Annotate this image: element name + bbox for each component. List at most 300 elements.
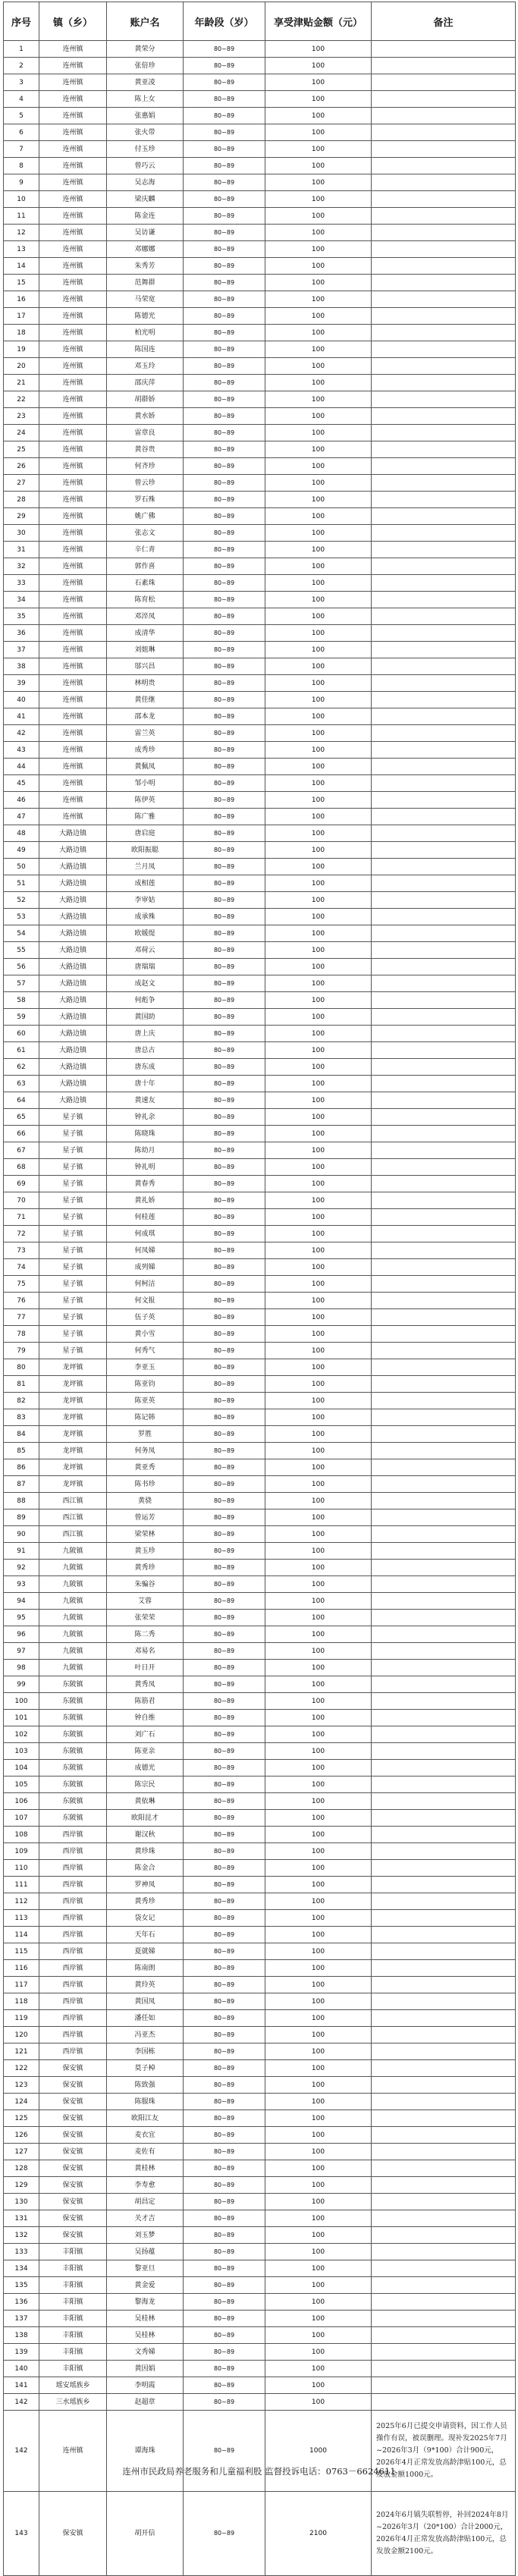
cell-remarks <box>372 1543 516 1560</box>
cell-amount: 100 <box>265 241 372 258</box>
cell-age-range: 80~89 <box>184 1693 265 1710</box>
cell-town: 连州镇 <box>39 308 107 325</box>
cell-amount: 100 <box>265 725 372 742</box>
table-row <box>4 225 516 241</box>
cell-amount: 100 <box>265 208 372 225</box>
cell-remarks <box>372 1977 516 1993</box>
cell-remarks <box>372 1126 516 1142</box>
cell-age-range: 80~89 <box>184 1843 265 1860</box>
cell-amount: 100 <box>265 658 372 675</box>
cell-account-name: 天年石 <box>107 1927 184 1943</box>
cell-remarks <box>372 425 516 441</box>
cell-age-range: 80~89 <box>184 1776 265 1793</box>
cell-serial: 46 <box>4 792 39 809</box>
table-row <box>4 658 516 675</box>
table-row <box>4 2160 516 2177</box>
table-row <box>4 925 516 942</box>
cell-town: 西岸镇 <box>39 1827 107 1843</box>
cell-age-range: 80~89 <box>184 492 265 508</box>
cell-serial: 132 <box>4 2227 39 2244</box>
table-row <box>4 1293 516 1309</box>
cell-serial: 49 <box>4 842 39 859</box>
cell-remarks <box>372 2361 516 2377</box>
cell-age-range: 80~89 <box>184 2294 265 2311</box>
cell-amount: 100 <box>265 2311 372 2327</box>
cell-town: 大路边镇 <box>39 1009 107 1026</box>
cell-town: 连州镇 <box>39 2411 107 2492</box>
cell-serial: 119 <box>4 2010 39 2027</box>
cell-account-name: 黄亚秀 <box>107 1459 184 1476</box>
cell-town: 连州镇 <box>39 258 107 275</box>
cell-serial: 87 <box>4 1476 39 1493</box>
cell-account-name: 郭作喜 <box>107 558 184 575</box>
cell-remarks <box>372 1326 516 1343</box>
table-row <box>4 141 516 158</box>
table-row <box>4 1560 516 1576</box>
cell-serial: 36 <box>4 625 39 642</box>
cell-town: 保安镇 <box>39 2077 107 2094</box>
cell-serial: 91 <box>4 1543 39 1560</box>
cell-town: 连州镇 <box>39 759 107 775</box>
cell-remarks <box>372 1776 516 1793</box>
cell-age-range: 80~89 <box>184 1910 265 1927</box>
table-row <box>4 508 516 525</box>
cell-amount: 100 <box>265 1760 372 1776</box>
cell-town: 东陂镇 <box>39 1693 107 1710</box>
table-body <box>4 41 516 2576</box>
cell-age-range: 80~89 <box>184 2194 265 2210</box>
cell-town: 连州镇 <box>39 625 107 642</box>
cell-serial: 21 <box>4 375 39 391</box>
table-row <box>4 275 516 291</box>
cell-serial: 111 <box>4 1877 39 1893</box>
cell-amount: 100 <box>265 1910 372 1927</box>
cell-amount: 100 <box>265 1726 372 1743</box>
cell-town: 龙坪镇 <box>39 1459 107 1476</box>
cell-remarks <box>372 1293 516 1309</box>
cell-serial: 16 <box>4 291 39 308</box>
cell-age-range: 80~89 <box>184 809 265 825</box>
cell-account-name: 陈伊英 <box>107 792 184 809</box>
cell-account-name: 陈亚英 <box>107 1393 184 1409</box>
cell-town: 连州镇 <box>39 141 107 158</box>
cell-age-range: 80~89 <box>184 1209 265 1226</box>
cell-account-name: 唐启庭 <box>107 825 184 842</box>
cell-remarks <box>372 1176 516 1192</box>
cell-town: 西岸镇 <box>39 1993 107 2010</box>
cell-age-range: 80~89 <box>184 608 265 625</box>
cell-town: 连州镇 <box>39 375 107 391</box>
cell-town: 东陂镇 <box>39 1810 107 1827</box>
cell-account-name: 何凤娣 <box>107 1242 184 1259</box>
table-row <box>4 325 516 341</box>
cell-serial: 11 <box>4 208 39 225</box>
cell-remarks <box>372 1159 516 1176</box>
cell-amount: 100 <box>265 2060 372 2077</box>
cell-town: 连州镇 <box>39 725 107 742</box>
cell-remarks <box>372 375 516 391</box>
cell-serial: 52 <box>4 892 39 909</box>
cell-serial: 94 <box>4 1593 39 1610</box>
cell-remarks <box>372 124 516 141</box>
cell-account-name: 赵超章 <box>107 2394 184 2411</box>
cell-account-name: 张志文 <box>107 525 184 542</box>
cell-remarks <box>372 1142 516 1159</box>
cell-town: 星子镇 <box>39 1259 107 1276</box>
cell-remarks <box>372 2311 516 2327</box>
table-row <box>4 959 516 975</box>
cell-remarks <box>372 1042 516 1059</box>
cell-town: 连州镇 <box>39 408 107 425</box>
cell-age-range: 80~89 <box>184 1993 265 2010</box>
cell-serial: 130 <box>4 2194 39 2210</box>
cell-account-name: 钟礼余 <box>107 1109 184 1126</box>
table-row <box>4 375 516 391</box>
cell-remarks <box>372 2244 516 2260</box>
cell-age-range: 80~89 <box>184 1326 265 1343</box>
table-row <box>4 108 516 124</box>
cell-age-range: 80~89 <box>184 1459 265 1476</box>
cell-town: 龙坪镇 <box>39 1376 107 1393</box>
cell-account-name: 刘姐琳 <box>107 642 184 658</box>
cell-amount: 100 <box>265 909 372 925</box>
cell-age-range: 80~89 <box>184 241 265 258</box>
cell-remarks <box>372 558 516 575</box>
cell-account-name: 罗胜 <box>107 1426 184 1443</box>
cell-serial: 72 <box>4 1226 39 1242</box>
cell-amount: 100 <box>265 2010 372 2027</box>
cell-account-name: 钟自维 <box>107 1710 184 1726</box>
cell-amount: 100 <box>265 558 372 575</box>
cell-town: 西岸镇 <box>39 1860 107 1877</box>
cell-remarks <box>372 2060 516 2077</box>
cell-town: 大路边镇 <box>39 859 107 875</box>
cell-account-name: 胡昌定 <box>107 2194 184 2210</box>
cell-account-name: 黄国凤 <box>107 1993 184 2010</box>
cell-town: 西岸镇 <box>39 2027 107 2044</box>
table-row <box>4 1326 516 1343</box>
cell-town: 西岸镇 <box>39 2010 107 2027</box>
cell-serial: 95 <box>4 1610 39 1626</box>
cell-serial: 45 <box>4 775 39 792</box>
table-row <box>4 2492 516 2576</box>
cell-account-name: 成赵文 <box>107 975 184 992</box>
cell-amount: 100 <box>265 975 372 992</box>
cell-amount: 100 <box>265 391 372 408</box>
cell-serial: 38 <box>4 658 39 675</box>
cell-remarks <box>372 508 516 525</box>
cell-account-name: 陈亚钧 <box>107 1376 184 1393</box>
cell-amount: 100 <box>265 2377 372 2394</box>
cell-account-name: 陈南朗 <box>107 1960 184 1977</box>
table-row <box>4 1459 516 1476</box>
cell-account-name: 吴桂林 <box>107 2311 184 2327</box>
cell-age-range: 80~89 <box>184 174 265 191</box>
cell-age-range: 80~89 <box>184 74 265 91</box>
cell-account-name: 关才吉 <box>107 2210 184 2227</box>
cell-amount: 100 <box>265 708 372 725</box>
cell-serial: 77 <box>4 1309 39 1326</box>
cell-remarks <box>372 2210 516 2227</box>
table-row <box>4 1927 516 1943</box>
cell-account-name: 黄春秀 <box>107 1176 184 1192</box>
cell-remarks <box>372 1276 516 1293</box>
cell-serial: 65 <box>4 1109 39 1126</box>
cell-remarks <box>372 2144 516 2160</box>
cell-serial: 124 <box>4 2094 39 2110</box>
cell-serial: 20 <box>4 358 39 375</box>
cell-remarks: 2025年6月已提交申请资料，因工作人员操作有误，被误删理。现补发2025年7月~2026年3月（9*100）合计900元，2026年4月正常发放高龄津贴100元，总发放金额1000元。 <box>372 2411 516 2492</box>
cell-serial: 125 <box>4 2110 39 2127</box>
cell-serial: 68 <box>4 1159 39 1176</box>
cell-town: 星子镇 <box>39 1209 107 1226</box>
cell-amount: 100 <box>265 859 372 875</box>
cell-serial: 123 <box>4 2077 39 2094</box>
cell-amount: 100 <box>265 1660 372 1676</box>
cell-serial: 17 <box>4 308 39 325</box>
cell-account-name: 姚广佛 <box>107 508 184 525</box>
cell-serial: 62 <box>4 1059 39 1076</box>
cell-serial: 107 <box>4 1810 39 1827</box>
cell-town: 星子镇 <box>39 1326 107 1343</box>
cell-amount: 100 <box>265 525 372 542</box>
cell-town: 大路边镇 <box>39 959 107 975</box>
cell-amount: 100 <box>265 1710 372 1726</box>
cell-account-name: 黄谷贵 <box>107 441 184 458</box>
cell-serial: 42 <box>4 725 39 742</box>
cell-serial: 96 <box>4 1626 39 1643</box>
cell-amount: 100 <box>265 425 372 441</box>
cell-age-range: 80~89 <box>184 825 265 842</box>
cell-age-range: 80~89 <box>184 391 265 408</box>
cell-amount: 100 <box>265 308 372 325</box>
cell-serial: 43 <box>4 742 39 759</box>
cell-remarks <box>372 1376 516 1393</box>
cell-account-name: 黄佳继 <box>107 692 184 708</box>
table-row <box>4 1409 516 1426</box>
cell-town: 连州镇 <box>39 275 107 291</box>
cell-town: 九陂镇 <box>39 1643 107 1660</box>
cell-account-name: 张荣荣 <box>107 1610 184 1626</box>
cell-remarks <box>372 258 516 275</box>
cell-amount: 100 <box>265 1192 372 1209</box>
cell-amount: 100 <box>265 592 372 608</box>
cell-account-name: 欧媛缇 <box>107 925 184 942</box>
cell-account-name: 陈记韩 <box>107 1409 184 1426</box>
cell-serial: 32 <box>4 558 39 575</box>
cell-town: 龙坪镇 <box>39 1426 107 1443</box>
cell-age-range: 80~89 <box>184 2277 265 2294</box>
table-row <box>4 1877 516 1893</box>
cell-town: 星子镇 <box>39 1142 107 1159</box>
cell-account-name: 成秀珍 <box>107 742 184 759</box>
cell-remarks <box>372 1476 516 1493</box>
cell-account-name: 黄依琳 <box>107 1793 184 1810</box>
table-row <box>4 1159 516 1176</box>
cell-amount: 100 <box>265 992 372 1009</box>
cell-amount: 100 <box>265 191 372 208</box>
cell-town: 连州镇 <box>39 124 107 141</box>
cell-remarks <box>372 1676 516 1693</box>
cell-account-name: 李国栋 <box>107 2044 184 2060</box>
cell-remarks <box>372 1693 516 1710</box>
cell-town: 连州镇 <box>39 475 107 492</box>
cell-account-name: 罗石殊 <box>107 492 184 508</box>
cell-amount: 100 <box>265 1242 372 1259</box>
cell-serial: 129 <box>4 2177 39 2194</box>
cell-amount: 100 <box>265 2127 372 2144</box>
table-row <box>4 1643 516 1660</box>
table-row <box>4 2060 516 2077</box>
table-row <box>4 2311 516 2327</box>
cell-amount: 100 <box>265 942 372 959</box>
cell-age-range: 80~89 <box>184 1142 265 1159</box>
table-row <box>4 1192 516 1209</box>
cell-serial: 105 <box>4 1776 39 1793</box>
cell-remarks <box>372 2277 516 2294</box>
cell-age-range: 80~89 <box>184 892 265 909</box>
cell-age-range: 80~89 <box>184 1760 265 1776</box>
cell-town: 连州镇 <box>39 608 107 625</box>
cell-amount: 100 <box>265 1393 372 1409</box>
cell-age-range: 80~89 <box>184 692 265 708</box>
cell-town: 连州镇 <box>39 74 107 91</box>
cell-remarks <box>372 2294 516 2311</box>
cell-amount: 100 <box>265 2344 372 2361</box>
cell-age-range: 80~89 <box>184 408 265 425</box>
table-row <box>4 1743 516 1760</box>
cell-amount: 100 <box>265 74 372 91</box>
cell-remarks <box>372 1910 516 1927</box>
cell-serial: 70 <box>4 1192 39 1209</box>
cell-serial: 12 <box>4 225 39 241</box>
cell-serial: 71 <box>4 1209 39 1226</box>
cell-serial: 60 <box>4 1026 39 1042</box>
cell-age-range: 80~89 <box>184 258 265 275</box>
cell-account-name: 成清华 <box>107 625 184 642</box>
cell-remarks <box>372 1893 516 1910</box>
cell-town: 九陂镇 <box>39 1593 107 1610</box>
cell-serial: 10 <box>4 191 39 208</box>
table-row <box>4 809 516 825</box>
cell-account-name: 刘玉梦 <box>107 2227 184 2244</box>
cell-serial: 19 <box>4 341 39 358</box>
cell-remarks <box>372 1026 516 1042</box>
cell-age-range: 80~89 <box>184 1927 265 1943</box>
cell-town: 三水瑶族乡 <box>39 2394 107 2411</box>
table-row <box>4 725 516 742</box>
table-row <box>4 1042 516 1059</box>
cell-serial: 117 <box>4 1977 39 1993</box>
cell-town: 连州镇 <box>39 41 107 58</box>
table-row <box>4 1026 516 1042</box>
cell-account-name: 邓淬凤 <box>107 608 184 625</box>
table-row <box>4 158 516 174</box>
cell-account-name: 黄速友 <box>107 1092 184 1109</box>
cell-account-name: 吴志海 <box>107 174 184 191</box>
cell-age-range: 80~89 <box>184 1443 265 1459</box>
header-account-name: 账户名 <box>107 2 184 41</box>
table-row <box>4 1059 516 1076</box>
cell-age-range: 80~89 <box>184 1576 265 1593</box>
cell-age-range: 80~89 <box>184 975 265 992</box>
cell-town: 丰阳镇 <box>39 2277 107 2294</box>
cell-account-name: 陈国连 <box>107 341 184 358</box>
cell-amount: 100 <box>265 1409 372 1426</box>
cell-town: 星子镇 <box>39 1343 107 1359</box>
cell-remarks <box>372 925 516 942</box>
cell-amount: 100 <box>265 959 372 975</box>
cell-serial: 48 <box>4 825 39 842</box>
cell-account-name: 潘任如 <box>107 2010 184 2027</box>
cell-account-name: 陈亚亲 <box>107 1743 184 1760</box>
cell-town: 龙坪镇 <box>39 1359 107 1376</box>
table-row <box>4 1276 516 1293</box>
cell-age-range: 80~89 <box>184 1242 265 1259</box>
table-row <box>4 1710 516 1726</box>
cell-town: 西岸镇 <box>39 1960 107 1977</box>
cell-account-name: 黄玲英 <box>107 1977 184 1993</box>
cell-age-range: 80~89 <box>184 2244 265 2260</box>
cell-remarks <box>372 1943 516 1960</box>
cell-age-range: 80~89 <box>184 341 265 358</box>
cell-remarks <box>372 2260 516 2277</box>
table-row <box>4 975 516 992</box>
cell-remarks <box>372 1443 516 1459</box>
cell-age-range: 80~89 <box>184 1960 265 1977</box>
cell-age-range: 80~89 <box>184 1793 265 1810</box>
header-remarks: 备注 <box>372 2 516 41</box>
cell-age-range: 80~89 <box>184 1393 265 1409</box>
cell-amount: 100 <box>265 2210 372 2227</box>
cell-serial: 122 <box>4 2060 39 2077</box>
cell-remarks <box>372 1793 516 1810</box>
table-row <box>4 191 516 208</box>
cell-town: 西岸镇 <box>39 2044 107 2060</box>
cell-serial: 115 <box>4 1943 39 1960</box>
cell-town: 星子镇 <box>39 1176 107 1192</box>
cell-account-name: 陈宗民 <box>107 1776 184 1793</box>
cell-town: 大路边镇 <box>39 875 107 892</box>
cell-amount: 100 <box>265 1927 372 1943</box>
table-row <box>4 58 516 74</box>
cell-account-name: 黎海龙 <box>107 2294 184 2311</box>
cell-amount: 100 <box>265 2094 372 2110</box>
cell-account-name: 柏光明 <box>107 325 184 341</box>
table-row <box>4 1543 516 1560</box>
cell-account-name: 唐瑞瑞 <box>107 959 184 975</box>
cell-town: 东陂镇 <box>39 1743 107 1760</box>
cell-age-range: 80~89 <box>184 1626 265 1643</box>
cell-amount: 100 <box>265 341 372 358</box>
cell-serial: 13 <box>4 241 39 258</box>
cell-account-name: 唐东成 <box>107 1059 184 1076</box>
cell-account-name: 叶日开 <box>107 1660 184 1676</box>
cell-town: 大路边镇 <box>39 1059 107 1076</box>
cell-account-name: 邵本龙 <box>107 708 184 725</box>
cell-amount: 100 <box>265 1576 372 1593</box>
table-row <box>4 341 516 358</box>
cell-serial: 29 <box>4 508 39 525</box>
cell-account-name: 张倍珍 <box>107 58 184 74</box>
cell-age-range: 80~89 <box>184 1359 265 1376</box>
cell-remarks <box>372 775 516 792</box>
cell-serial: 100 <box>4 1693 39 1710</box>
table-row <box>4 592 516 608</box>
cell-age-range: 80~89 <box>184 658 265 675</box>
cell-age-range: 80~89 <box>184 592 265 608</box>
table-row <box>4 308 516 325</box>
